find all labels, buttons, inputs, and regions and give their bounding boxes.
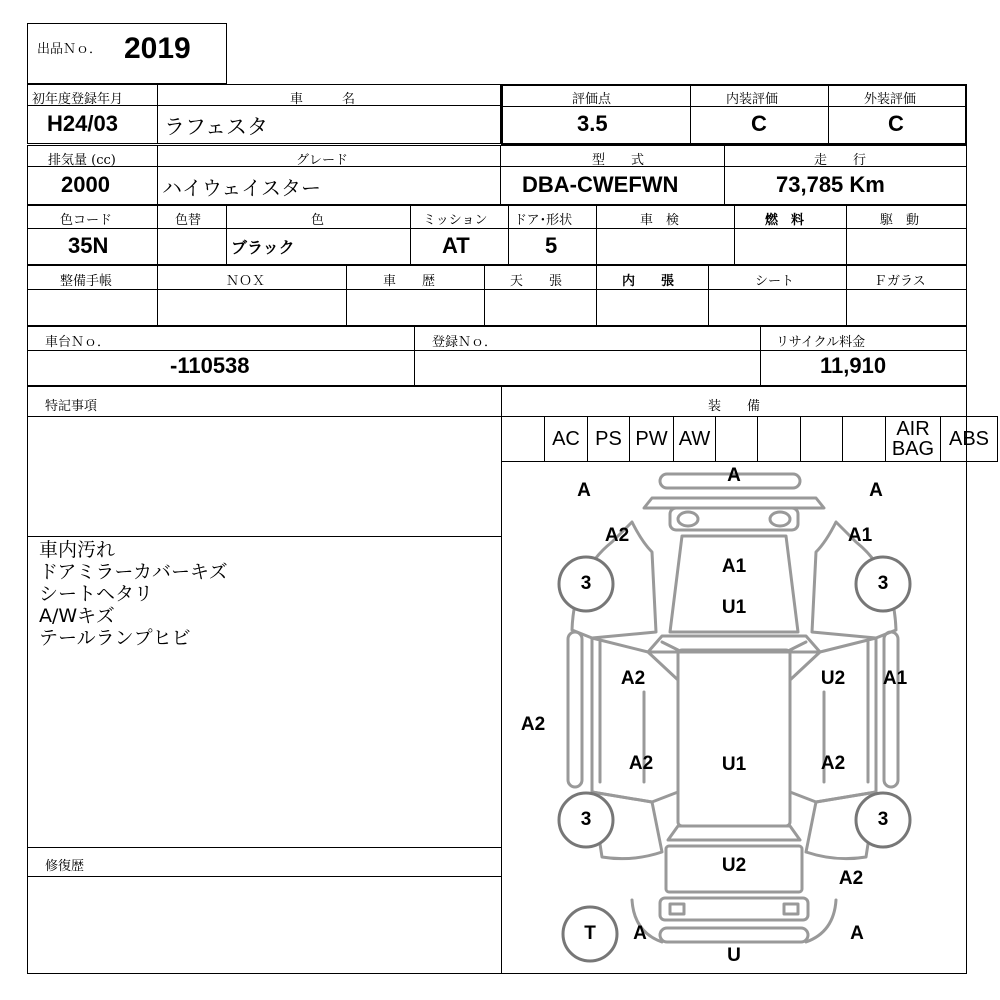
notes-list	[39, 539, 228, 649]
chassis-label: 車台Ｎｏ．	[45, 335, 111, 350]
car-name-divider	[157, 105, 501, 106]
interior-label: 内装評価	[726, 92, 779, 107]
first-reg-label: 初年度登録年月	[32, 92, 124, 107]
model-label: 型 式	[592, 153, 645, 168]
exterior-value: C	[888, 111, 904, 136]
note-line: シートヘタリ	[39, 583, 154, 605]
repaint-label: 色替	[175, 213, 202, 228]
car-diagram	[502, 462, 966, 973]
exterior-label: 外装評価	[864, 92, 917, 107]
repair-line-top	[27, 847, 502, 848]
glass-label: Ｆガラス	[874, 274, 926, 289]
mark-rear-right: A	[850, 923, 864, 944]
row3-sep	[596, 205, 597, 265]
score-label: 評価点	[572, 92, 612, 107]
equipment-item: PW	[635, 428, 668, 450]
row3-sep	[226, 205, 227, 265]
color-code-value: 35N	[68, 233, 109, 258]
notes-mid-line	[27, 536, 502, 537]
row3-sep	[508, 205, 509, 265]
inner-label: 内 張	[622, 274, 675, 289]
mark-wheel-fr: 3	[877, 573, 889, 594]
fuel-label: 燃 料	[765, 213, 805, 228]
mark-rear-left: A	[633, 923, 647, 944]
equipment-item: AW	[678, 428, 711, 450]
first-reg-divider	[27, 105, 158, 106]
equipment-item: PS	[595, 428, 622, 450]
mark-left-step: A2	[520, 714, 546, 735]
note-line: テールランプヒビ	[39, 627, 191, 649]
car-name-value: ラフェスタ	[164, 115, 268, 139]
mission-value: AT	[442, 233, 470, 258]
history-label: 車 歴	[383, 274, 436, 289]
mark-rear-bumper: U	[727, 945, 741, 966]
first-reg-value: H24/03	[47, 111, 118, 136]
equipment-cell	[940, 416, 998, 462]
chassis-value: -110538	[170, 353, 250, 378]
mark-rear-glass: U2	[721, 855, 747, 876]
mark-hood-2: U1	[721, 597, 747, 618]
mark-hood-1: A1	[721, 556, 747, 577]
inspection-label: 車 検	[640, 213, 680, 228]
mark-right-rear-door: A2	[820, 753, 846, 774]
mark-wheel-fl: 3	[580, 573, 592, 594]
row3-sep	[410, 205, 411, 265]
mark-wheel-rr: 3	[877, 809, 889, 830]
mark-right-front-door: U2	[820, 668, 846, 689]
seat-label: シート	[755, 274, 795, 289]
color-value: ブラック	[231, 238, 295, 257]
row5-sep	[760, 326, 761, 386]
reg-label: 登録Ｎｏ．	[432, 335, 498, 350]
notes-box	[27, 386, 502, 974]
row4-sep	[157, 265, 158, 326]
color-label: 色	[311, 213, 325, 228]
roof-label: 天 張	[510, 274, 563, 289]
grade-label: グレード	[296, 153, 349, 168]
row4-sep	[708, 265, 709, 326]
mileage-value: 73,785 Km	[776, 172, 885, 197]
equipment-cell	[842, 416, 886, 462]
row3-sep	[157, 205, 158, 265]
recycle-label: リサイクル料金	[776, 335, 866, 350]
mark-right-quarter: A2	[838, 868, 864, 889]
displacement-label: 排気量 (cc)	[48, 153, 116, 168]
mark-front-left-corner: A	[577, 480, 591, 501]
note-line: A/Wキズ	[39, 605, 115, 627]
equipment-cell	[885, 416, 941, 462]
car-name-label: 車 名	[290, 92, 356, 107]
repair-line-bottom	[27, 876, 502, 877]
mark-roof: U1	[721, 754, 747, 775]
mission-label: ミッション	[423, 213, 488, 228]
score-sep-1	[690, 84, 691, 145]
row4-sep	[484, 265, 485, 326]
note-line: ドアミラーカバーキズ	[39, 561, 228, 583]
row4-divider	[27, 289, 967, 290]
mark-wheel-rl: 3	[580, 809, 592, 830]
row4-sep	[596, 265, 597, 326]
equipment-cell	[673, 416, 716, 462]
equipment-item: ABS	[948, 428, 990, 450]
mark-left-rear-door: A2	[628, 753, 654, 774]
row3	[27, 205, 967, 265]
row3-sep	[734, 205, 735, 265]
mark-right-step: A1	[882, 668, 908, 689]
mark-front-bumper: A	[727, 465, 741, 486]
row4-sep	[346, 265, 347, 326]
doors-label: ドア･形状	[514, 213, 573, 228]
equipment-item: AIR BAG	[891, 418, 935, 460]
mark-left-front-door: A2	[620, 668, 646, 689]
row4	[27, 265, 967, 326]
equipment-cell	[757, 416, 801, 462]
maintenance-label: 整備手帳	[60, 274, 113, 289]
row5-sep	[414, 326, 415, 386]
repair-label: 修復歴	[45, 859, 85, 874]
model-value: DBA-CWEFWN	[522, 172, 679, 197]
grade-value: ハイウェイスター	[162, 176, 321, 200]
equipment-cell	[587, 416, 630, 462]
equipment-cell	[800, 416, 843, 462]
equipment-cell	[715, 416, 758, 462]
mark-spare-tire: T	[584, 923, 596, 944]
equipment-cell	[544, 416, 588, 462]
color-code-label: 色コード	[60, 213, 113, 228]
score-value: 3.5	[577, 111, 608, 136]
mark-right-fender: A1	[847, 525, 873, 546]
row3-sep	[846, 205, 847, 265]
drive-label: 駆 動	[880, 213, 920, 228]
row4-sep	[846, 265, 847, 326]
mileage-label: 走 行	[814, 153, 867, 168]
recycle-value: 11,910	[820, 353, 887, 378]
equipment-item: AC	[552, 428, 580, 450]
mark-front-right-corner: A	[869, 480, 883, 501]
lot-number-label: 出品Ｎｏ．	[37, 42, 103, 57]
equipment-cell	[629, 416, 674, 462]
nox-label: ＮＯＸ	[226, 274, 266, 289]
score-sep-2	[828, 84, 829, 145]
doors-value: 5	[545, 233, 558, 258]
equipment-cell	[501, 416, 545, 462]
equipment-label: 装 備	[708, 399, 761, 414]
row5-divider	[27, 350, 967, 351]
note-line: 車内汚れ	[39, 539, 116, 561]
mark-left-fender: A2	[604, 525, 630, 546]
lot-number: 2019	[124, 32, 191, 65]
displacement-value: 2000	[61, 172, 110, 197]
row3-divider	[27, 228, 967, 229]
lot-number-box	[27, 23, 227, 84]
notes-label: 特記事項	[45, 399, 98, 414]
interior-value: C	[751, 111, 767, 136]
